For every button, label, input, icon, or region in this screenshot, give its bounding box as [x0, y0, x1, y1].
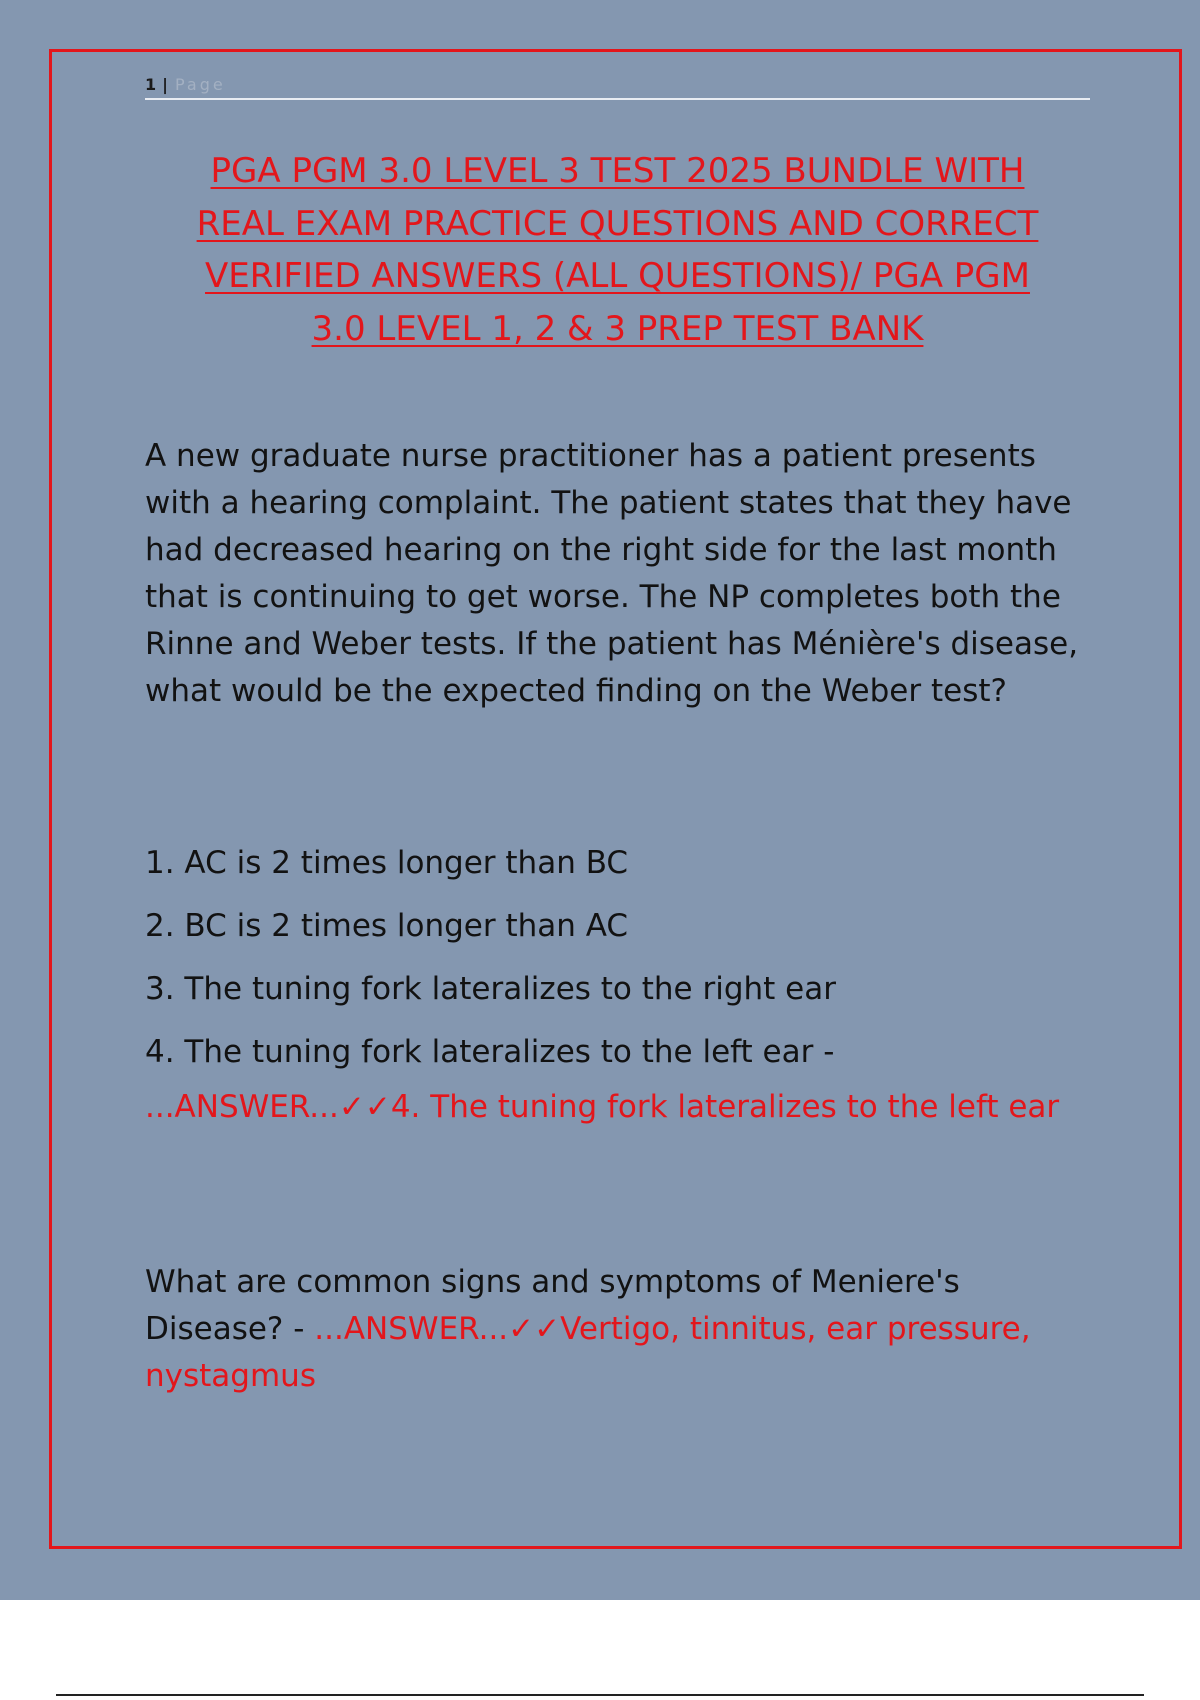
title-line-4: 3.0 LEVEL 1, 2 & 3 PREP TEST BANK: [311, 308, 924, 349]
document-title: [145, 145, 1090, 355]
option-3: 3. The tuning fork lateralizes to the right ear: [145, 971, 836, 1007]
next-page-divider: [56, 1694, 1144, 1696]
page-header: [145, 72, 1090, 100]
question-1-text: A new graduate nurse practitioner has a patient presents with a hearing complaint. The patient states that they have had decreased hearing on the right side for the last month that is continuing to get worse. The NP completes both the Rinne and Weber tests. If the patient has Ménière's disease, what would be the expected finding on the Weber test?: [145, 438, 1079, 709]
title-line-1: PGA PGM 3.0 LEVEL 3 TEST 2025 BUNDLE WITH: [210, 151, 1025, 191]
option-2: 2. BC is 2 times longer than AC: [145, 908, 629, 944]
question-1-options: [145, 838, 1090, 1090]
title-line-2: REAL EXAM PRACTICE QUESTIONS AND CORRECT: [196, 203, 1039, 244]
page-separator: |: [162, 75, 171, 94]
page-label: Page: [174, 75, 226, 94]
option-4: 4. The tuning fork lateralizes to the left ear -: [145, 1034, 835, 1070]
page-number: 1: [145, 75, 157, 94]
question-2: [145, 1259, 1090, 1400]
question-2-answer: ...ANSWER...✓✓Vertigo, tinnitus, ear pressure, nystagmus: [145, 1311, 1031, 1394]
option-1: 1. AC is 2 times longer than BC: [145, 845, 629, 881]
title-line-3: VERIFIED ANSWERS (ALL QUESTIONS)/ PGA PGM: [205, 256, 1030, 296]
question-1-answer: ...ANSWER...✓✓4. The tuning fork lateralizes to the left ear: [145, 1089, 1060, 1125]
question-2-text: What are common signs and symptoms of Meniere's Disease? -: [145, 1264, 960, 1347]
